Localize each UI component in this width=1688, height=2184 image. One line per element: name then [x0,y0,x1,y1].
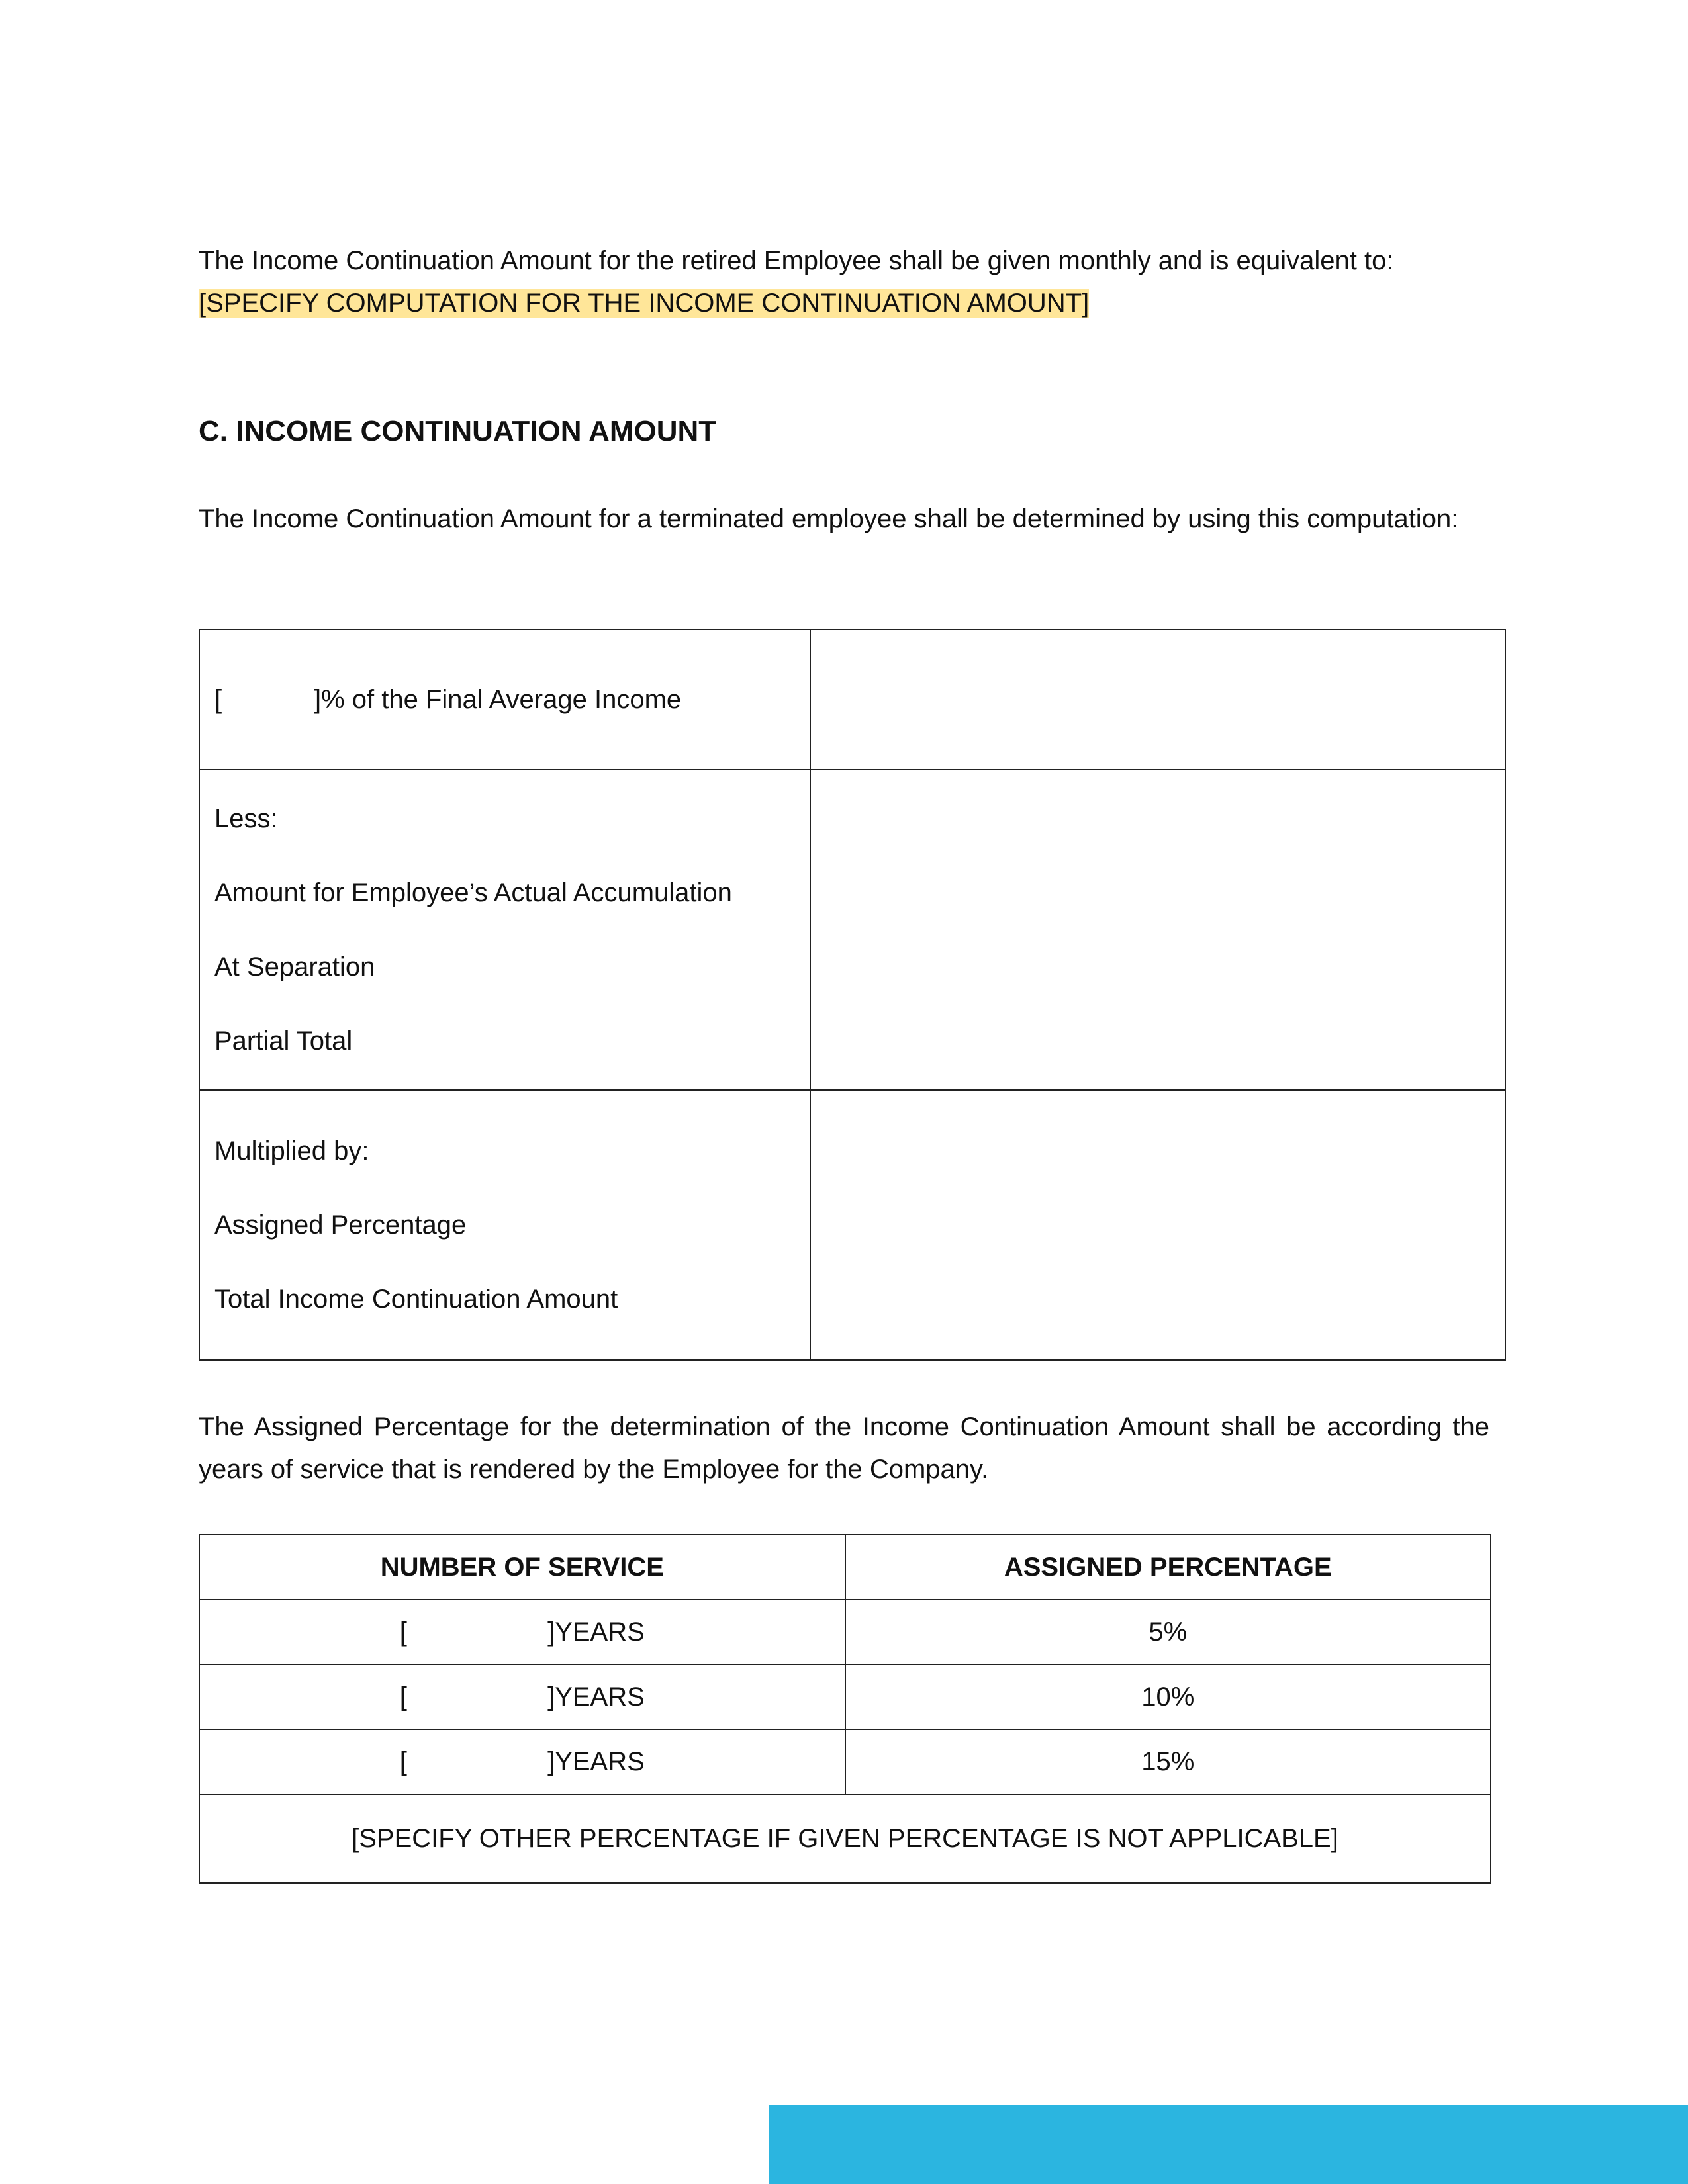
years-label: ]YEARS [547,1617,645,1647]
computation-row-less [199,770,1505,1090]
bracket-open: [ [214,684,222,714]
table-row [199,1729,1491,1794]
note-row [199,1794,1491,1883]
intro-text: The Income Continuation Amount for the retired Employee shall be given monthly and is equivalent to: [199,246,1394,275]
section-c-text: The Income Continuation Amount for a terminated employee shall be determined by using this computation: [199,504,1459,533]
computation-cell-value [810,1090,1505,1360]
bracket-open: [ [399,1747,407,1776]
computation-cell-label [199,770,810,1090]
years-label: ]YEARS [547,1747,645,1776]
final-average-label: ]% of the Final Average Income [314,684,682,714]
service-years-cell [199,1729,845,1794]
percentage-cell: 15% [845,1729,1491,1794]
assigned-percentage-paragraph: The Assigned Percentage for the determination of the Income Continuation Amount shall be according the years of service that is rendered by the Employee for the Company. [199,1412,1489,1484]
total-amount-label: Total Income Continuation Amount [214,1285,618,1314]
percentage-cell: 10% [845,1664,1491,1729]
computation-row-multiplied [199,1090,1505,1360]
actual-accumulation-label: Amount for Employee’s Actual Accumulation [214,878,732,907]
section-c-heading: C. INCOME CONTINUATION AMOUNT [199,415,717,447]
service-years-cell [199,1600,845,1664]
computation-cell-label [199,1090,810,1360]
computation-row-final-average [199,629,1505,770]
partial-total-label: Partial Total [214,1026,353,1056]
bracket-open: [ [399,1617,407,1647]
table-row [199,1600,1491,1664]
header-assigned-percentage: ASSIGNED PERCENTAGE [845,1535,1491,1600]
footer-accent-bar [769,2105,1688,2184]
percentage-table [199,1534,1491,1884]
assigned-percentage-label: Assigned Percentage [214,1210,467,1240]
service-years-cell [199,1664,845,1729]
computation-cell-value [810,629,1505,770]
computation-placeholder: [SPECIFY COMPUTATION FOR THE INCOME CONTINUATION AMOUNT] [199,289,1090,318]
years-label: ]YEARS [547,1682,645,1711]
computation-table [199,629,1506,1361]
other-percentage-note: [SPECIFY OTHER PERCENTAGE IF GIVEN PERCENTAGE IS NOT APPLICABLE] [199,1794,1491,1883]
multiplied-by-label: Multiplied by: [214,1136,369,1165]
computation-cell-value [810,770,1505,1090]
computation-cell-label [199,629,810,770]
bracket-open: [ [399,1682,407,1711]
table-row [199,1664,1491,1729]
percentage-cell: 5% [845,1600,1491,1664]
at-separation-label: At Separation [214,952,375,981]
header-number-of-service: NUMBER OF SERVICE [199,1535,845,1600]
less-label: Less: [214,804,278,833]
table-header-row [199,1535,1491,1600]
intro-paragraph [199,240,1489,324]
